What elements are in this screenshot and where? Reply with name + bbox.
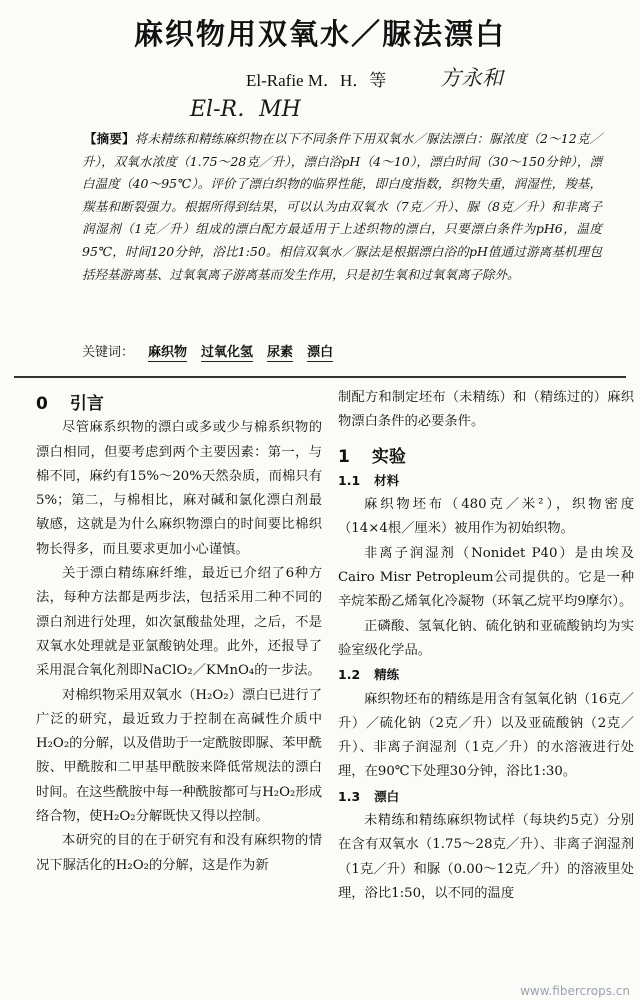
section-heading-introduction: 0 引言 bbox=[36, 394, 104, 414]
paragraph: 麻织物坯布（480克／米²），织物密度（14×4根／厘米）被用作为初始织物。 bbox=[338, 497, 634, 537]
abstract bbox=[82, 128, 602, 286]
paragraph: 尽管麻系织物的漂白或多或少与棉系织物的漂白相同，但要考虑到两个主要因素：第一，与棉不同，麻约有15%～20%天然杂质，而棉只有5%；第二，与棉相比，麻对碱和氯化漂白剂最敏感，这就是为什么麻织物漂白的时间要比棉织物长得多，而且要求更加小心谨慎。 bbox=[36, 420, 322, 557]
paragraph: 未精练和精练麻织物试样（每块约5克）分别在含有双氧水（1.75～28克／升）、非离子润湿剂（1克／升）和脲（0.00～12克／升）的溶液里处理，浴比1:50，以不同的温度 bbox=[338, 813, 634, 901]
paragraph: 对棉织物采用双氧水（H₂O₂）漂白已进行了广泛的研究，最近致力于控制在高碱性介质中H₂O₂的分解，以及借助于一定酰胺即脲、苯甲酰胺、甲酰胺和二甲基甲酰胺来降低常规法的漂白时间。在这些酰胺中每一种酰胺都可与H₂O₂形成络合物，使H₂O₂分解既快又得以控制。 bbox=[36, 687, 322, 825]
paragraph: 麻织物坯布的精练是用含有氢氧化钠（16克／升）／硫化钠（2克／升）以及亚硫酸钠（2克／升）、非离子润湿剂（1克／升）的水溶液进行处理，在90℃下处理30分钟，浴比1:30。 bbox=[338, 691, 634, 780]
keyword: 尿素 bbox=[267, 341, 293, 362]
paragraph-continuation: 制配方和制定坯布（未精练）和（精练过的）麻织物漂白条件的必要条件。 bbox=[338, 390, 634, 430]
section-heading-experiment: 1 实验 bbox=[338, 446, 406, 467]
paragraph: 正磷酸、氢氧化钠、硫化钠和亚硫酸钠均为实验室级化学品。 bbox=[338, 618, 634, 658]
subsection-heading-materials: 1.1 材料 bbox=[338, 472, 400, 488]
subsection-heading-scouring: 1.2 精练 bbox=[338, 667, 400, 683]
handwritten-author-annotation: El-R．MH bbox=[190, 97, 301, 122]
author-line: El-Rafie M．H．等 bbox=[246, 71, 387, 90]
left-column bbox=[36, 392, 322, 878]
watermark: www.fibercrops.cn bbox=[520, 984, 630, 998]
keyword: 麻织物 bbox=[148, 341, 187, 362]
section-divider bbox=[14, 376, 626, 378]
paragraph: 关于漂白精练麻纤维，最近已介绍了6种方法，每种方法都是两步法，包括采用二种不同的漂白剂进行处理，如次氯酸盐处理，之后，不是双氧水处理就是亚氯酸钠处理。此外，还报导了采用混合氧化剂即NaClO₂／KMnO₄的一步法。 bbox=[36, 566, 322, 679]
keywords-label: 关键词： bbox=[82, 345, 135, 360]
paragraph: 本研究的目的在于研究有和没有麻织物的情况下脲活化的H₂O₂的分解，这是作为新 bbox=[36, 833, 322, 873]
keywords bbox=[82, 341, 333, 362]
abstract-label: 【摘要】 bbox=[84, 131, 135, 146]
subsection-heading-bleaching: 1.3 漂白 bbox=[338, 788, 400, 804]
right-column bbox=[338, 386, 634, 906]
abstract-text: 将未精练和精练麻织物在以下不同条件下用双氧水／脲法漂白：脲浓度（2～12克／升），双氧水浓度（1.75～28克／升），漂白浴pH（4～10），漂白时间（30～150分钟），漂白温度（40～95℃）。评价了漂白织物的临界性能，即白度指数，织物失重，润湿性，羧基，羰基和断裂强力。根据所得到结果，可以认为由双氧水（7克／升）、脲（8克／升）和非离子润湿剂（1克／升）组成的漂白配方最适用于上述织物的漂白，只要漂白条件为pH6，温度95℃，时间120分钟，浴比1:50。相信双氧水／脲法是根据漂白浴的pH值通过游离基机理包括羟基游离基、过氧氧离子游离基而发生作用，只是初生氧和过氧氧离子除外。 bbox=[82, 131, 602, 282]
handwritten-name-annotation: 方永和 bbox=[440, 66, 503, 90]
paragraph: 非离子润湿剂（Nonidet P40）是由埃及Cairo Misr Petropleum公司提供的。它是一种辛烷苯酚乙烯氧化冷凝物（环氧乙烷平均9摩尔）。 bbox=[338, 545, 634, 610]
article-title: 麻织物用双氧水／脲法漂白 bbox=[133, 17, 506, 51]
keyword: 过氧化氢 bbox=[201, 341, 253, 362]
keyword: 漂白 bbox=[307, 341, 333, 362]
